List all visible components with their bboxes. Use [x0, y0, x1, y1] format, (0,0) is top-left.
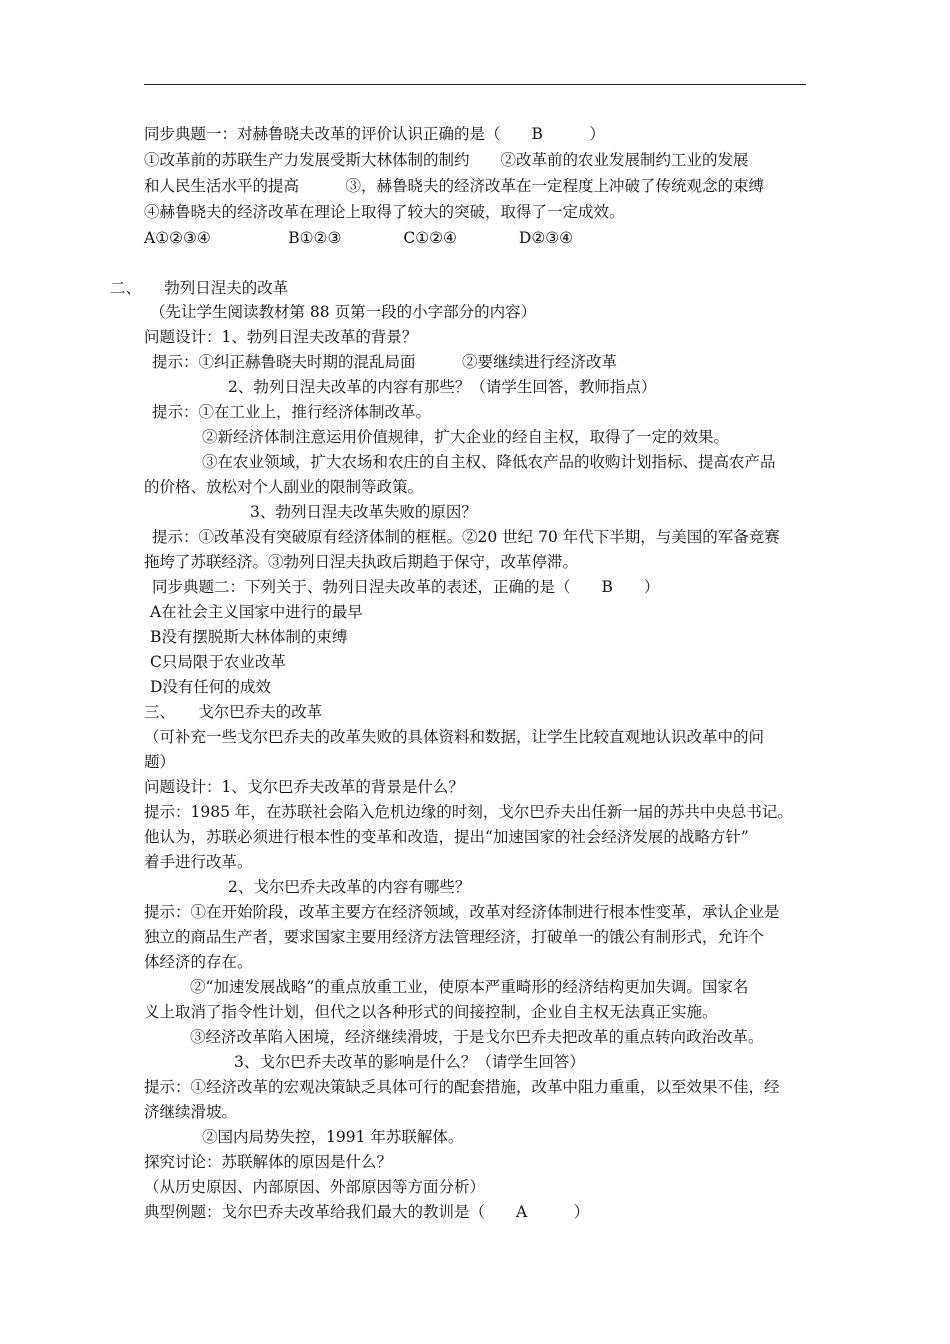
text-line: 典型例题：戈尔巴乔夫改革给我们最大的教训是（ A ）	[144, 1203, 590, 1221]
text-line: （可补充一些戈尔巴乔夫的改革失败的具体资料和数据，让学生比较直观地认识改革中的问	[144, 728, 765, 746]
text-line: 和人民生活水平的提高 ③，赫鲁晓夫的经济改革在一定程度上冲破了传统观念的束缚	[144, 177, 765, 195]
text-line: 问题设计：1、勃列日涅夫改革的背景？	[144, 328, 418, 346]
text-line: 提示：①改革没有突破原有经济体制的框框。②20 世纪 70 年代下半期，与美国的军备竞赛	[152, 528, 780, 546]
text-line: 济继续滑坡。	[144, 1103, 238, 1121]
text-line: ②“加速发展战略”的重点放重工业，使原本严重畸形的经济结构更加失调。国家名	[190, 978, 749, 996]
section-heading: 二、 勃列日涅夫的改革	[110, 279, 289, 297]
text-line: 义上取消了指令性计划，但代之以各种形式的间接控制，企业自主权无法真正实施。	[144, 1003, 718, 1021]
text-line: 同步典题一：对赫鲁晓夫改革的评价认识正确的是（ B ）	[144, 125, 605, 143]
text-line: ②新经济体制注意运用价值规律，扩大企业的经自主权，取得了一定的效果。	[202, 428, 730, 446]
text-line: 体经济的存在。	[144, 953, 253, 971]
text-line: 题）	[144, 753, 176, 771]
text-line: 探究讨论：苏联解体的原因是什么？	[144, 1153, 393, 1171]
text-line: 提示：①在开始阶段，改革主要方在经济领域，改革对经济体制进行根本性变革，承认企业是	[144, 903, 780, 921]
text-line: 3、戈尔巴乔夫改革的影响是什么？（请学生回答）	[234, 1053, 585, 1071]
option-d: D没有任何的成效	[150, 678, 271, 696]
option-a: A在社会主义国家中进行的最早	[150, 603, 363, 621]
text-line: ③在农业领域，扩大农场和农庄的自主权、降低农产品的收购计划指标、提高农产品	[202, 453, 776, 471]
text-line: 2、勃列日涅夫改革的内容有那些？（请学生回答，教师指点）	[228, 378, 657, 396]
text-line: 独立的商品生产者，要求国家主要用经济方法管理经济，打破单一的饿公有制形式，允许个	[144, 928, 765, 946]
text-line: 提示：1985 年，在苏联社会陷入危机边缘的时刻，戈尔巴乔夫出任新一届的苏共中央总书记。	[144, 803, 793, 821]
text-line: 2、戈尔巴乔夫改革的内容有哪些？	[228, 878, 471, 896]
text-line: 的价格、放松对个人副业的限制等政策。	[144, 478, 424, 496]
text-line: （先让学生阅读教材第 88 页第一段的小字部分的内容）	[150, 303, 537, 321]
option-b: B没有摆脱斯大林体制的束缚	[150, 628, 348, 646]
section-heading: 三、 戈尔巴乔夫的改革	[144, 703, 323, 721]
text-line: ①改革前的苏联生产力发展受斯大林体制的制约 ②改革前的农业发展制约工业的发展	[144, 151, 749, 169]
text-line: 着手进行改革。	[144, 853, 253, 871]
header-rule	[144, 84, 806, 85]
text-line: 问题设计：1、戈尔巴乔夫改革的背景是什么？	[144, 778, 464, 796]
text-line: ③经济改革陷入困境，经济继续滑坡，于是戈尔巴乔夫把改革的重点转向政治改革。	[190, 1028, 764, 1046]
text-line: 他认为，苏联必须进行根本性的变革和改造，提出“加速国家的社会经济发展的战略方针”	[144, 828, 749, 846]
text-line: 同步典题二：下列关于、勃列日涅夫改革的表述，正确的是（ B ）	[152, 578, 660, 596]
text-line: 提示：①经济改革的宏观决策缺乏具体可行的配套措施，改革中阻力重重，以至效果不佳，经	[144, 1078, 780, 1096]
text-line: A①②③④ B①②③ C①②④ D②③④	[144, 229, 574, 247]
option-c: C只局限于农业改革	[150, 653, 286, 671]
text-line: 提示：①纠正赫鲁晓夫时期的混乱局面 ②要继续进行经济改革	[152, 353, 618, 371]
text-line: （从历史原因、内部原因、外部原因等方面分析）	[144, 1178, 486, 1196]
text-line: 3、勃列日涅夫改革失败的原因？	[250, 503, 477, 521]
text-line: 拖垮了苏联经济。③勃列日涅夫执政后期趋于保守，改革停滞。	[144, 553, 579, 571]
text-line: ②国内局势失控，1991 年苏联解体。	[202, 1128, 464, 1146]
text-line: 提示：①在工业上，推行经济体制改革。	[152, 403, 432, 421]
text-line: ④赫鲁晓夫的经济改革在理论上取得了较大的突破，取得了一定成效。	[144, 203, 625, 221]
